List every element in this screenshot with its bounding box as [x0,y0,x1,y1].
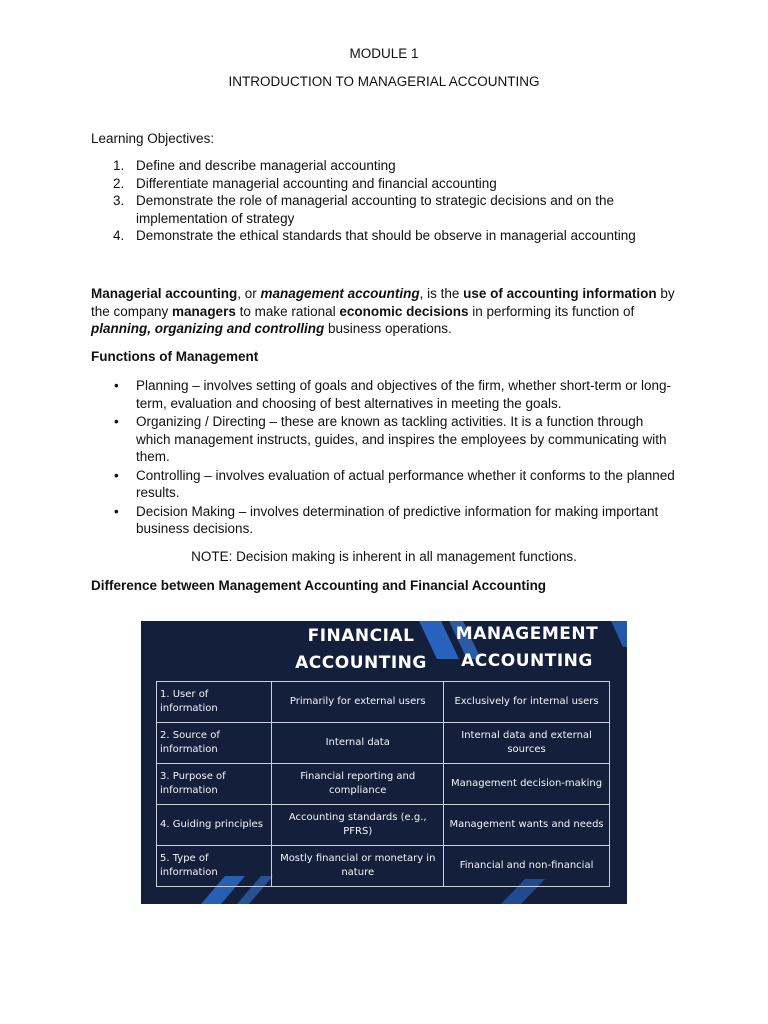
functions-heading: Functions of Management [91,349,259,364]
management-accounting-header [437,621,617,675]
management-cell: Exclusively for internal users [444,682,610,723]
table-row [157,846,610,887]
objective-item [91,157,681,175]
bullet-icon: • [114,414,119,429]
definition-text: in performing its function of [468,303,635,319]
financial-cell: Mostly financial or monetary in nature [272,846,444,887]
management-cell: Management decision-making [444,764,610,805]
definition-text: by the company [91,286,675,319]
bullet-icon: • [114,378,119,393]
definition-paragraph [91,285,681,338]
objective-text: Demonstrate the ethical standards that should be observe in managerial accounting [136,228,636,243]
bullet-icon: • [114,503,119,519]
financial-cell: Accounting standards (e.g., PFRS) [272,805,444,846]
emphasis-economic-decisions: economic decisions [339,303,469,319]
definition-text: , or [237,286,261,301]
financial-cell: Internal data [272,723,444,764]
function-item [91,377,681,412]
emphasis-use-of-information: use of accounting information [463,286,657,301]
objective-item [91,227,681,245]
aspect-cell: 1. User of information [157,682,272,723]
objective-number: 4. [113,228,125,243]
financial-header-line1: FINANCIAL [307,626,415,646]
management-cell: Internal data and external sources [444,723,610,764]
table-row [157,723,610,764]
objective-item [91,192,681,227]
management-header-line2: ACCOUNTING [461,651,593,671]
bullet-icon: • [114,467,119,483]
table-row [157,682,610,723]
module-label: MODULE 1 [349,46,419,61]
aspect-cell: 2. Source of information [157,723,272,764]
function-text: Planning – involves setting of goals and objectives of the firm, whether short-term or long-term, evaluation and choosing of best alternatives in meeting the goals. [136,378,672,411]
table-row [157,805,610,846]
function-text: Decision Making – involves determination of predictive information for making important business decisions. [136,503,659,536]
financial-accounting-header [271,623,451,677]
financial-header-line2: ACCOUNTING [295,653,427,673]
aspect-cell: 3. Purpose of information [157,764,272,805]
objective-number: 1. [113,158,125,173]
comparison-figure [141,621,627,904]
function-item [91,413,681,466]
definition-text: , is the [419,286,464,301]
objective-text: Differentiate managerial accounting and financial accounting [136,175,497,191]
term-managerial-accounting: Managerial accounting [91,286,238,301]
financial-cell: Financial reporting and compliance [272,764,444,805]
comparison-table [156,681,610,887]
function-item [91,467,681,502]
definition-text: business operations. [324,321,452,336]
difference-heading: Difference between Management Accounting and Financial Accounting [91,578,547,593]
functions-list [91,377,681,539]
objectives-list [91,157,681,245]
management-header-line1: MANAGEMENT [455,624,599,644]
emphasis-managers: managers [172,303,236,319]
term-management-accounting: management accounting [260,286,420,301]
function-item [91,503,681,538]
page-title: INTRODUCTION TO MANAGERIAL ACCOUNTING [228,74,540,89]
objective-number: 2. [113,175,125,191]
definition-text: to make rational [235,303,340,319]
function-text: Organizing / Directing – these are known as tackling activities. It is a function through which management instructs, guides, and inspires the employees by communicating with them. [136,414,667,464]
financial-cell: Primarily for external users [272,682,444,723]
table-row [157,764,610,805]
emphasis-planning-organizing-controlling: planning, organizing and controlling [91,321,325,336]
function-text: Controlling – involves evaluation of actual performance whether it conforms to the planned results. [136,467,675,500]
aspect-cell: 5. Type of information [157,846,272,887]
management-cell: Management wants and needs [444,805,610,846]
objectives-heading: Learning Objectives: [91,131,215,146]
objective-text: Define and describe managerial accounting [136,158,396,173]
objective-text: Demonstrate the role of managerial accounting to strategic decisions and on the implementation of strategy [136,193,615,226]
management-cell: Financial and non-financial [444,846,610,887]
note-text: NOTE: Decision making is inherent in all management functions. [191,549,577,564]
aspect-cell: 4. Guiding principles [157,805,272,846]
objective-item [91,175,681,193]
objective-number: 3. [113,193,125,208]
